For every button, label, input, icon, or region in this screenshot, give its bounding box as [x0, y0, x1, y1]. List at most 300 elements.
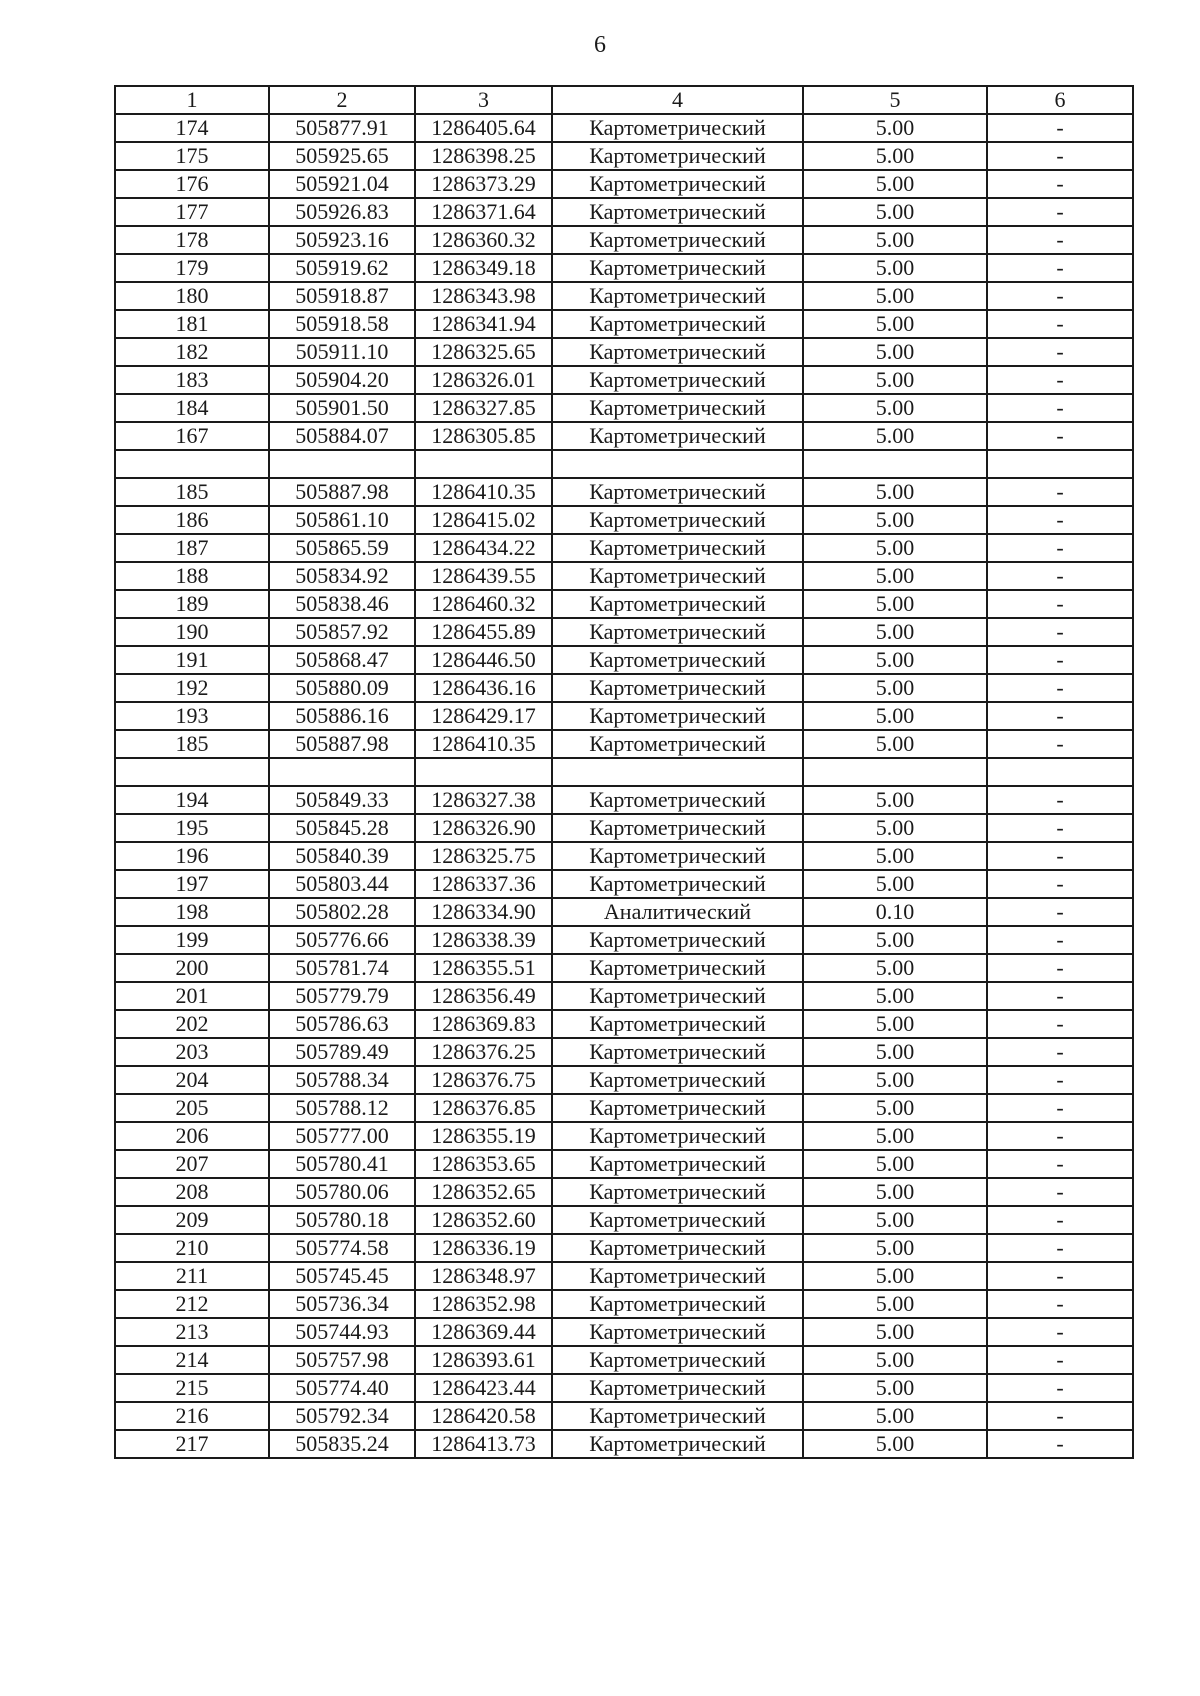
- table-cell: -: [987, 730, 1133, 758]
- table-cell: [987, 450, 1133, 478]
- table-cell: -: [987, 1122, 1133, 1150]
- table-cell: 5.00: [803, 982, 987, 1010]
- table-cell: 1286337.36: [415, 870, 552, 898]
- table-cell: -: [987, 1318, 1133, 1346]
- table-cell: 505736.34: [269, 1290, 415, 1318]
- table-cell: -: [987, 282, 1133, 310]
- table-cell: 216: [115, 1402, 269, 1430]
- table-cell: Картометрический: [552, 1038, 803, 1066]
- table-cell: 5.00: [803, 478, 987, 506]
- table-cell: 185: [115, 730, 269, 758]
- table-cell: 1286369.83: [415, 1010, 552, 1038]
- table-cell: 505861.10: [269, 506, 415, 534]
- table-cell: 195: [115, 814, 269, 842]
- table-cell: 505757.98: [269, 1346, 415, 1374]
- table-cell: 505887.98: [269, 478, 415, 506]
- table-cell: Картометрический: [552, 198, 803, 226]
- table-cell: 186: [115, 506, 269, 534]
- table-cell: 1286349.18: [415, 254, 552, 282]
- table-cell: Картометрический: [552, 870, 803, 898]
- table-row: [115, 1234, 1133, 1262]
- table-cell: 5.00: [803, 506, 987, 534]
- table-cell: 175: [115, 142, 269, 170]
- table-cell: 505792.34: [269, 1402, 415, 1430]
- table-row: [115, 1010, 1133, 1038]
- table-cell: 1286325.65: [415, 338, 552, 366]
- table-cell: [415, 450, 552, 478]
- table-cell: Картометрический: [552, 366, 803, 394]
- table-cell: Картометрический: [552, 814, 803, 842]
- table-cell: -: [987, 198, 1133, 226]
- table-cell: -: [987, 842, 1133, 870]
- table-cell: 505840.39: [269, 842, 415, 870]
- table-cell: 5.00: [803, 170, 987, 198]
- table-cell: 1286393.61: [415, 1346, 552, 1374]
- table-cell: 192: [115, 674, 269, 702]
- table-row: [115, 842, 1133, 870]
- table-cell: 5.00: [803, 1402, 987, 1430]
- table-cell: 189: [115, 590, 269, 618]
- table-cell: 181: [115, 310, 269, 338]
- table-row: [115, 1038, 1133, 1066]
- table-row: [115, 254, 1133, 282]
- table-cell: -: [987, 982, 1133, 1010]
- table-cell: Картометрический: [552, 1262, 803, 1290]
- table-row: [115, 226, 1133, 254]
- table-cell: -: [987, 814, 1133, 842]
- table-cell: -: [987, 870, 1133, 898]
- column-header: 5: [803, 86, 987, 114]
- table-cell: [987, 758, 1133, 786]
- table-cell: Картометрический: [552, 562, 803, 590]
- table-cell: 5.00: [803, 870, 987, 898]
- table-cell: 5.00: [803, 1038, 987, 1066]
- table-cell: Картометрический: [552, 618, 803, 646]
- table-cell: 505780.06: [269, 1178, 415, 1206]
- table-cell: 209: [115, 1206, 269, 1234]
- table-cell: Картометрический: [552, 534, 803, 562]
- table-cell: -: [987, 1290, 1133, 1318]
- column-header: 6: [987, 86, 1133, 114]
- table-cell: -: [987, 310, 1133, 338]
- table-cell: 203: [115, 1038, 269, 1066]
- table-body: [115, 114, 1133, 1458]
- table-cell: 1286413.73: [415, 1430, 552, 1458]
- table-cell: 505884.07: [269, 422, 415, 450]
- table-cell: -: [987, 898, 1133, 926]
- page-number: 6: [594, 32, 606, 58]
- table-cell: 211: [115, 1262, 269, 1290]
- table-row: [115, 534, 1133, 562]
- table-cell: -: [987, 1010, 1133, 1038]
- table-cell: 191: [115, 646, 269, 674]
- table-cell: 505877.91: [269, 114, 415, 142]
- table-cell: -: [987, 506, 1133, 534]
- table-cell: 5.00: [803, 114, 987, 142]
- table-cell: 196: [115, 842, 269, 870]
- table-row: [115, 170, 1133, 198]
- table-row: [115, 870, 1133, 898]
- table-cell: 5.00: [803, 814, 987, 842]
- table-cell: -: [987, 254, 1133, 282]
- table-cell: Картометрический: [552, 1430, 803, 1458]
- table-cell: 1286348.97: [415, 1262, 552, 1290]
- table-cell: 5.00: [803, 310, 987, 338]
- table-cell: 213: [115, 1318, 269, 1346]
- table-cell: 1286338.39: [415, 926, 552, 954]
- table-cell: 1286434.22: [415, 534, 552, 562]
- table-row: [115, 1206, 1133, 1234]
- table-row: [115, 478, 1133, 506]
- table-cell: 505774.40: [269, 1374, 415, 1402]
- table-cell: 1286436.16: [415, 674, 552, 702]
- table-row: [115, 1150, 1133, 1178]
- table-cell: Картометрический: [552, 1150, 803, 1178]
- table-cell: 505786.63: [269, 1010, 415, 1038]
- table-cell: Аналитический: [552, 898, 803, 926]
- table-cell: 1286355.51: [415, 954, 552, 982]
- table-cell: Картометрический: [552, 674, 803, 702]
- table-cell: [115, 758, 269, 786]
- table-cell: Картометрический: [552, 310, 803, 338]
- table-cell: 1286356.49: [415, 982, 552, 1010]
- table-cell: 505918.87: [269, 282, 415, 310]
- table-cell: 5.00: [803, 1010, 987, 1038]
- table-cell: 5.00: [803, 1290, 987, 1318]
- table-cell: 5.00: [803, 142, 987, 170]
- table-cell: 178: [115, 226, 269, 254]
- table-cell: 5.00: [803, 534, 987, 562]
- table-cell: 177: [115, 198, 269, 226]
- table-cell: Картометрический: [552, 1318, 803, 1346]
- table-row: [115, 1262, 1133, 1290]
- table-cell: 1286371.64: [415, 198, 552, 226]
- table-row: [115, 898, 1133, 926]
- table-cell: -: [987, 534, 1133, 562]
- table-cell: 215: [115, 1374, 269, 1402]
- table-cell: -: [987, 1430, 1133, 1458]
- table-cell: 505835.24: [269, 1430, 415, 1458]
- table-row: [115, 786, 1133, 814]
- table-cell: 1286352.98: [415, 1290, 552, 1318]
- table-cell: 1286326.01: [415, 366, 552, 394]
- table-cell: 1286373.29: [415, 170, 552, 198]
- table-cell: 1286423.44: [415, 1374, 552, 1402]
- table-cell: 1286429.17: [415, 702, 552, 730]
- table-row: [115, 982, 1133, 1010]
- table-cell: 505901.50: [269, 394, 415, 422]
- table-row: [115, 1430, 1133, 1458]
- table-cell: -: [987, 394, 1133, 422]
- table-cell: 167: [115, 422, 269, 450]
- table-cell: Картометрический: [552, 1402, 803, 1430]
- table-cell: 1286352.60: [415, 1206, 552, 1234]
- table-cell: [269, 758, 415, 786]
- table-cell: 210: [115, 1234, 269, 1262]
- table-cell: Картометрический: [552, 114, 803, 142]
- table-row: [115, 142, 1133, 170]
- table-cell: 505780.41: [269, 1150, 415, 1178]
- table-cell: 5.00: [803, 786, 987, 814]
- table-cell: 201: [115, 982, 269, 1010]
- table-cell: -: [987, 142, 1133, 170]
- table-cell: 1286460.32: [415, 590, 552, 618]
- table-cell: 5.00: [803, 1430, 987, 1458]
- table-cell: 1286353.65: [415, 1150, 552, 1178]
- table-cell: 197: [115, 870, 269, 898]
- table-cell: 1286305.85: [415, 422, 552, 450]
- table-cell: Картометрический: [552, 254, 803, 282]
- table-cell: Картометрический: [552, 282, 803, 310]
- table-cell: 505745.45: [269, 1262, 415, 1290]
- table-cell: 505926.83: [269, 198, 415, 226]
- table-cell: 176: [115, 170, 269, 198]
- table-cell: 505923.16: [269, 226, 415, 254]
- table-row: [115, 590, 1133, 618]
- table-cell: 1286410.35: [415, 730, 552, 758]
- table-cell: 1286336.19: [415, 1234, 552, 1262]
- table-cell: 505803.44: [269, 870, 415, 898]
- table-cell: 205: [115, 1094, 269, 1122]
- table-row: [115, 282, 1133, 310]
- table-cell: 174: [115, 114, 269, 142]
- table-cell: 5.00: [803, 282, 987, 310]
- table-cell: 5.00: [803, 394, 987, 422]
- table-cell: 5.00: [803, 1318, 987, 1346]
- table-cell: 1286326.90: [415, 814, 552, 842]
- table-cell: 505838.46: [269, 590, 415, 618]
- table-cell: 5.00: [803, 1122, 987, 1150]
- table-cell: -: [987, 478, 1133, 506]
- table-cell: 505886.16: [269, 702, 415, 730]
- table-cell: 198: [115, 898, 269, 926]
- table-cell: -: [987, 1262, 1133, 1290]
- table-cell: 1286341.94: [415, 310, 552, 338]
- table-cell: -: [987, 618, 1133, 646]
- table-row: [115, 310, 1133, 338]
- table-row: [115, 1122, 1133, 1150]
- table-cell: 5.00: [803, 702, 987, 730]
- table-row: [115, 926, 1133, 954]
- table-cell: -: [987, 590, 1133, 618]
- table-cell: 183: [115, 366, 269, 394]
- table-cell: 505744.93: [269, 1318, 415, 1346]
- table-row: [115, 702, 1133, 730]
- table-cell: 505834.92: [269, 562, 415, 590]
- table-cell: Картометрический: [552, 1374, 803, 1402]
- table-cell: 505887.98: [269, 730, 415, 758]
- table-cell: 5.00: [803, 1150, 987, 1178]
- table-cell: [803, 758, 987, 786]
- table-cell: 5.00: [803, 226, 987, 254]
- table-cell: [269, 450, 415, 478]
- table-cell: -: [987, 1374, 1133, 1402]
- table-row: [115, 1402, 1133, 1430]
- table-row: [115, 366, 1133, 394]
- table-cell: -: [987, 1094, 1133, 1122]
- table-cell: 505880.09: [269, 674, 415, 702]
- table-cell: -: [987, 954, 1133, 982]
- table-cell: 505911.10: [269, 338, 415, 366]
- table-cell: 184: [115, 394, 269, 422]
- table-cell: 1286410.35: [415, 478, 552, 506]
- table-cell: -: [987, 114, 1133, 142]
- table-cell: 1286327.85: [415, 394, 552, 422]
- table-cell: 1286376.75: [415, 1066, 552, 1094]
- table-row: [115, 422, 1133, 450]
- table-cell: 212: [115, 1290, 269, 1318]
- table-cell: -: [987, 1402, 1133, 1430]
- table-cell: -: [987, 674, 1133, 702]
- table-cell: -: [987, 226, 1133, 254]
- table-cell: 187: [115, 534, 269, 562]
- table-row: [115, 450, 1133, 478]
- table-cell: -: [987, 1038, 1133, 1066]
- table-cell: Картометрический: [552, 506, 803, 534]
- table-cell: 193: [115, 702, 269, 730]
- table-cell: Картометрический: [552, 422, 803, 450]
- table-cell: Картометрический: [552, 1122, 803, 1150]
- table-cell: 190: [115, 618, 269, 646]
- table-cell: 505779.79: [269, 982, 415, 1010]
- table-cell: 1286360.32: [415, 226, 552, 254]
- table-cell: [415, 758, 552, 786]
- column-header: 1: [115, 86, 269, 114]
- table-cell: -: [987, 170, 1133, 198]
- table-row: [115, 674, 1133, 702]
- table-cell: 199: [115, 926, 269, 954]
- table-cell: 5.00: [803, 1178, 987, 1206]
- table-cell: 505925.65: [269, 142, 415, 170]
- table-cell: 5.00: [803, 954, 987, 982]
- table-cell: 1286439.55: [415, 562, 552, 590]
- table-cell: [552, 450, 803, 478]
- table-cell: 505774.58: [269, 1234, 415, 1262]
- column-header: 4: [552, 86, 803, 114]
- table-cell: Картометрический: [552, 842, 803, 870]
- table-row: [115, 338, 1133, 366]
- table-cell: 214: [115, 1346, 269, 1374]
- column-header: 2: [269, 86, 415, 114]
- table-cell: 505857.92: [269, 618, 415, 646]
- table-cell: [552, 758, 803, 786]
- table-row: [115, 646, 1133, 674]
- table-cell: Картометрический: [552, 1346, 803, 1374]
- table-cell: 0.10: [803, 898, 987, 926]
- table-cell: Картометрический: [552, 478, 803, 506]
- table-cell: 505788.12: [269, 1094, 415, 1122]
- table-cell: 505802.28: [269, 898, 415, 926]
- table-row: [115, 954, 1133, 982]
- table-cell: 185: [115, 478, 269, 506]
- table-cell: 5.00: [803, 1346, 987, 1374]
- table-cell: 505789.49: [269, 1038, 415, 1066]
- table-cell: 5.00: [803, 1206, 987, 1234]
- table-cell: 1286376.25: [415, 1038, 552, 1066]
- table-cell: Картометрический: [552, 786, 803, 814]
- table-cell: -: [987, 1066, 1133, 1094]
- table-cell: Картометрический: [552, 590, 803, 618]
- table-cell: Картометрический: [552, 226, 803, 254]
- table-cell: 505776.66: [269, 926, 415, 954]
- table-cell: 505788.34: [269, 1066, 415, 1094]
- table-cell: Картометрический: [552, 1094, 803, 1122]
- table-row: [115, 562, 1133, 590]
- table-cell: 5.00: [803, 730, 987, 758]
- table-cell: 5.00: [803, 422, 987, 450]
- table-row: [115, 506, 1133, 534]
- table-row: [115, 730, 1133, 758]
- table-cell: 1286352.65: [415, 1178, 552, 1206]
- table-cell: Картометрический: [552, 1066, 803, 1094]
- table-cell: Картометрический: [552, 170, 803, 198]
- table-cell: 5.00: [803, 1094, 987, 1122]
- table-cell: 1286420.58: [415, 1402, 552, 1430]
- table-cell: 5.00: [803, 1234, 987, 1262]
- table-cell: Картометрический: [552, 702, 803, 730]
- table-cell: 1286455.89: [415, 618, 552, 646]
- table-cell: Картометрический: [552, 394, 803, 422]
- table-cell: 5.00: [803, 674, 987, 702]
- table-row: [115, 758, 1133, 786]
- table-cell: 1286376.85: [415, 1094, 552, 1122]
- table-cell: Картометрический: [552, 954, 803, 982]
- table-cell: -: [987, 1178, 1133, 1206]
- table-cell: [803, 450, 987, 478]
- table-cell: 5.00: [803, 842, 987, 870]
- table-cell: 5.00: [803, 926, 987, 954]
- table-cell: 217: [115, 1430, 269, 1458]
- table-cell: Картометрический: [552, 646, 803, 674]
- table-row: [115, 1374, 1133, 1402]
- table-cell: 1286398.25: [415, 142, 552, 170]
- table-cell: 505865.59: [269, 534, 415, 562]
- table-cell: 208: [115, 1178, 269, 1206]
- table-cell: 5.00: [803, 590, 987, 618]
- table-cell: 206: [115, 1122, 269, 1150]
- table-cell: -: [987, 1346, 1133, 1374]
- column-header: 3: [415, 86, 552, 114]
- table-cell: Картометрический: [552, 1234, 803, 1262]
- table-cell: -: [987, 1234, 1133, 1262]
- table-cell: -: [987, 1206, 1133, 1234]
- table-cell: 204: [115, 1066, 269, 1094]
- table-cell: Картометрический: [552, 982, 803, 1010]
- table-cell: Картометрический: [552, 1206, 803, 1234]
- table-row: [115, 618, 1133, 646]
- table-cell: Картометрический: [552, 730, 803, 758]
- table-cell: 505780.18: [269, 1206, 415, 1234]
- table-cell: 5.00: [803, 198, 987, 226]
- table-cell: 200: [115, 954, 269, 982]
- table-header-row: [115, 86, 1133, 114]
- table-cell: -: [987, 926, 1133, 954]
- table-row: [115, 1290, 1133, 1318]
- table-cell: 1286325.75: [415, 842, 552, 870]
- table-cell: 1286405.64: [415, 114, 552, 142]
- table-cell: 1286334.90: [415, 898, 552, 926]
- table-cell: -: [987, 702, 1133, 730]
- table-cell: 188: [115, 562, 269, 590]
- table-cell: 5.00: [803, 338, 987, 366]
- table-cell: Картометрический: [552, 338, 803, 366]
- table-cell: 505781.74: [269, 954, 415, 982]
- table-cell: -: [987, 338, 1133, 366]
- table-cell: 5.00: [803, 366, 987, 394]
- table-cell: -: [987, 422, 1133, 450]
- table-row: [115, 1094, 1133, 1122]
- table-cell: 1286446.50: [415, 646, 552, 674]
